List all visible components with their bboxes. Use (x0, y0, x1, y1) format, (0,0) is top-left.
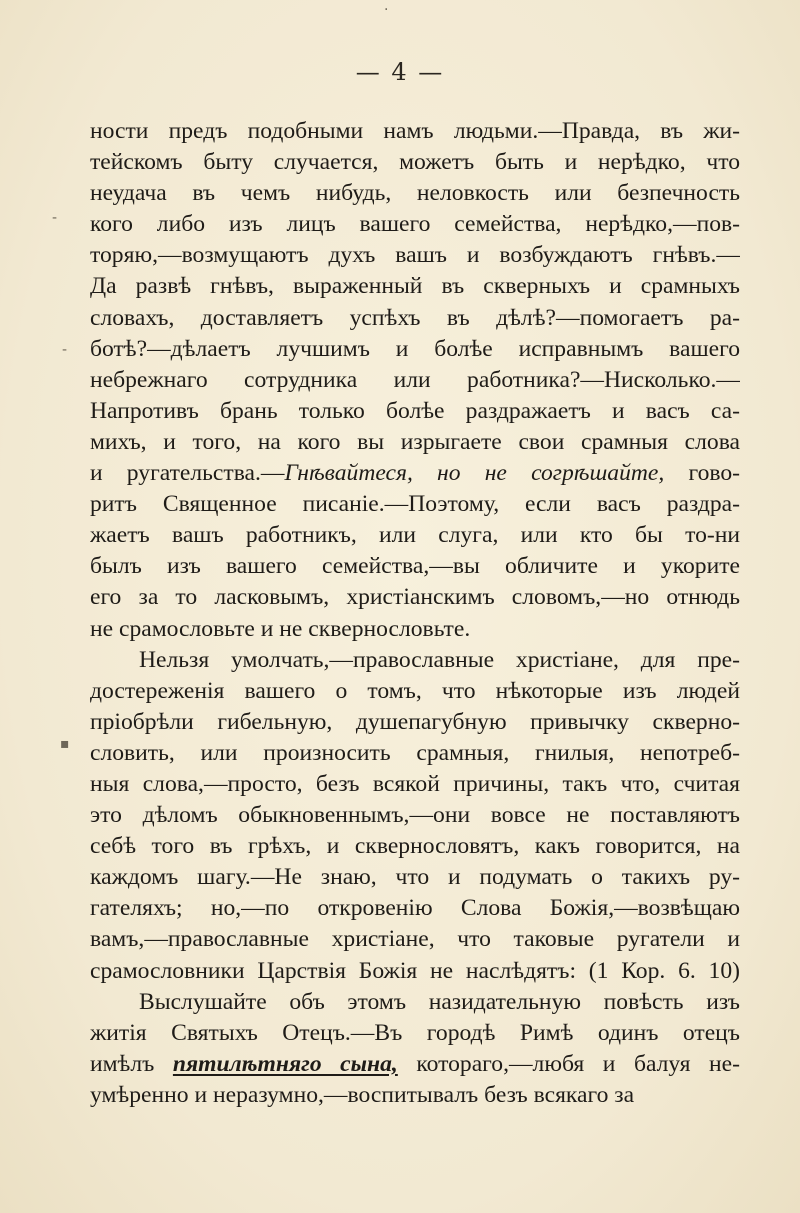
line-text: гателяхъ; но,—по откровенію Слова Божія,—возвѣщаю (90, 895, 740, 922)
line-text: это дѣломъ обыкновеннымъ,—они вовсе не поставляютъ (90, 802, 740, 829)
line-text: ритъ Священное писаніе.—Поэтому, если васъ раздра- (90, 491, 740, 518)
line-text: себѣ того въ грѣхъ, и сквернословятъ, какъ говорится, на (90, 833, 740, 860)
line-text: и ругательства.— (90, 460, 285, 487)
emphasized-text: пятилѣтняго сына, (172, 1050, 398, 1077)
line-text: Нельзя умолчать,—православные христіане, для пре- (139, 646, 740, 673)
line-text: умѣренно и неразумно,—воспитывалъ безъ всякаго за (90, 1081, 635, 1108)
line-text: михъ, и того, на кого вы изрыгаете свои срамныя слова (90, 428, 740, 455)
text-line (90, 489, 740, 520)
text-line (90, 271, 740, 302)
text-line (90, 582, 740, 613)
text-line (90, 956, 740, 987)
line-text: гово- (664, 460, 740, 487)
line-text: достереженія вашего о томъ, что нѣкоторые изъ людей (90, 677, 740, 704)
text-line (90, 1018, 740, 1049)
text-line (90, 551, 740, 582)
line-text: тейскомъ быту случается, можетъ быть и нерѣдко, что (90, 149, 740, 176)
text-line (90, 862, 740, 893)
text-line (90, 240, 740, 271)
page-speck: · (384, 2, 389, 18)
text-line (90, 645, 740, 676)
emphasized-text: Гнѣвайтеся, но не согрѣшайте, (284, 460, 665, 487)
line-text: ботѣ?—дѣлаетъ лучшимъ и болѣе исправнымъ вашего (90, 335, 740, 362)
text-line (90, 1049, 740, 1080)
text-line (90, 427, 740, 458)
line-text: небрежнаго сотрудника или работника?—Нисколько.— (90, 366, 740, 393)
line-text: словить, или произносить срамныя, гнилыя, непотреб- (90, 739, 740, 766)
line-text: неудача въ чемъ нибудь, неловкость или безпечность (90, 180, 740, 207)
text-line (90, 924, 740, 955)
line-text: Выслушайте объ этомъ назидательную повѣсть изъ (139, 988, 740, 1015)
text-line (90, 116, 740, 147)
text-line (90, 831, 740, 862)
line-text: словахъ, доставляетъ успѣхъ въ дѣлѣ?—помогаетъ ра- (90, 304, 740, 331)
text-line (90, 987, 740, 1018)
line-text: имѣлъ (90, 1050, 173, 1077)
text-line (90, 893, 740, 924)
line-text: каждомъ шагу.—Не знаю, что и подумать о такихъ ру- (90, 864, 740, 891)
text-line (90, 147, 740, 178)
text-line (90, 209, 740, 240)
line-text: Напротивъ брань только болѣе раздражаетъ и васъ са- (90, 397, 740, 424)
margin-mark: - (62, 342, 68, 358)
text-line (90, 303, 740, 334)
line-text: былъ изъ вашего семейства,—вы обличите и укорите (90, 553, 740, 580)
line-text: житія Святыхъ Отецъ.—Въ городѣ Римѣ одинъ отецъ (90, 1019, 740, 1046)
text-line (90, 178, 740, 209)
line-text: не срамословьте и не сквернословьте. (90, 615, 471, 642)
text-line (90, 707, 740, 738)
line-text: Да развѣ гнѣвъ, выраженный въ скверныхъ и срамныхъ (90, 273, 740, 300)
line-text: торяю,—возмущаютъ духъ вашъ и возбуждаютъ гнѣвъ.— (90, 242, 740, 269)
text-line (90, 396, 740, 427)
margin-mark: ▪ (60, 736, 70, 752)
body-text (90, 116, 740, 1111)
text-line (90, 365, 740, 396)
text-line (90, 520, 740, 551)
line-text: срамословники Царствія Божія не наслѣдятъ: (1 Кор. 6. 10) (90, 957, 740, 984)
text-line (90, 334, 740, 365)
line-text: ности предъ подобными намъ людьми.—Правда, въ жи- (90, 118, 740, 144)
text-line (90, 1080, 740, 1111)
page-number: — 4 — (355, 58, 445, 86)
text-line (90, 738, 740, 769)
line-text: жаетъ вашъ работникъ, или слуга, или кто бы то-ни (90, 522, 740, 549)
line-text: пріобрѣли гибельную, душепагубную привычку скверно- (90, 708, 740, 735)
line-text: ныя слова,—просто, безъ всякой причины, такъ что, считая (90, 770, 740, 797)
text-line (90, 800, 740, 831)
line-text: вамъ,—православные христіане, что таковые ругатели и (90, 926, 740, 953)
text-line (90, 614, 740, 645)
line-text: его за то ласковымъ, христіанскимъ словомъ,—но отнюдь (90, 584, 740, 611)
margin-mark: - (52, 210, 58, 226)
text-line (90, 458, 740, 489)
line-text: котораго,—любя и балуя не- (397, 1050, 740, 1077)
line-text: кого либо изъ лицъ вашего семейства, нерѣдко,—пов- (90, 211, 740, 238)
text-line (90, 676, 740, 707)
text-line (90, 769, 740, 800)
